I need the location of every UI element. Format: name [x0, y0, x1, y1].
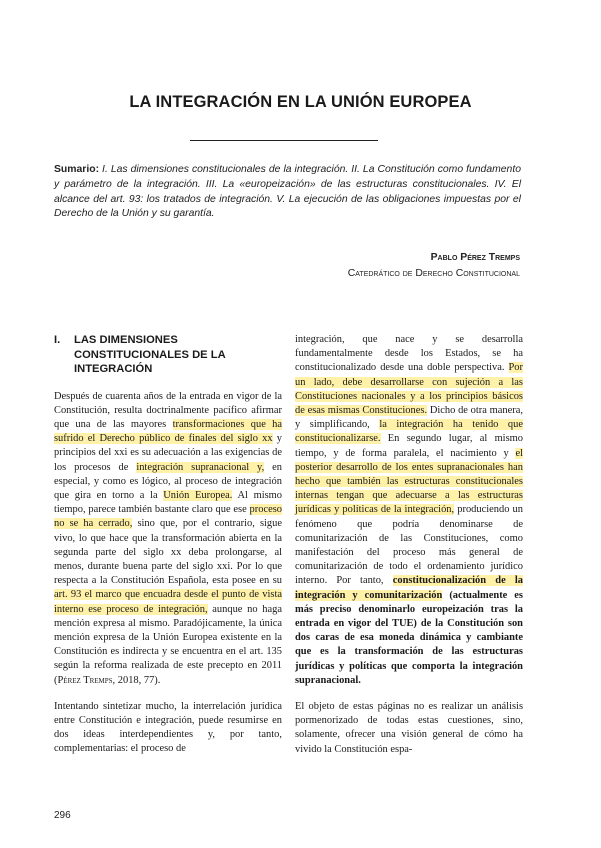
highlight: proceso no se ha cerrado, [54, 504, 282, 530]
text-run: sino que, por el contrario, sigue vivo, lo que hace que la transformación abierta en la segunda parte del siglo xx deba prolongarse, al menos, durante buena parte del siglo xxi. Por lo que respecta a la Constitución Española, esta posee en su [54, 518, 282, 587]
text-run: en especial, y como es lógico, al proceso de integración que gira en torno a la [54, 461, 282, 501]
right-column [295, 333, 523, 757]
text-run: , 2018, 77). [112, 674, 161, 686]
highlight: la integración ha tenido que constitucionalizarse. [295, 419, 523, 445]
author-name: Pablo Pérez Tremps [430, 252, 520, 263]
left-column [54, 333, 282, 757]
author-block [348, 250, 520, 282]
paragraph: El objeto de estas páginas no es realizar un análisis pormenorizado de todas estas cuestiones, sino, solamente, ofrecer una visión general de cómo ha vivido la Constitución espa- [295, 701, 523, 755]
text-run: Después de cuarenta años de la entrada en vigor de la Constitución, resulta doctrinalmente pacífico afirmar que una de las mayores [54, 390, 282, 430]
highlight: art. 93 el marco que encuadra desde el punto de vista interno ese proceso de integración, [54, 589, 282, 615]
summary-lead: Sumario: [54, 164, 100, 175]
text-run: aunque no haga mención expresa al mismo. Paradójicamente, la única mención expresa de la Unión Europea existente en la Constitución es indirecta y se encuentra en el art. 135 según la reforma realizada de este precepto en 2011 ( [54, 603, 282, 686]
text-run: Al mismo tiempo, parece también bastante claro que ese [54, 489, 282, 516]
bold-run: (actualmente es más preciso denominarlo europeización tras la entrada en vigor del TUE) de la Constitución son dos caras de esa moneda dinámica y cambiante que es la transformación de las estructuras jurídicas y políticas que comporta la integración supranacional. [295, 589, 523, 686]
title-divider [190, 140, 378, 141]
paragraph: Intentando sintetizar mucho, la interrelación jurídica entre Constitución e integración, puede resumirse en dos ideas interdependientes y, por tanto, complementarias: el proceso de [54, 700, 282, 755]
chapter-title: LA INTEGRACIÓN EN LA UNIÓN EUROPEA [129, 93, 472, 111]
text-run: En segundo lugar, al mismo tiempo, y de forma paralela, el nacimiento y [295, 433, 523, 459]
highlight: el posterior desarrollo de los entes supranacionales han hecho que también las estructuras constitucionales internas tengan que adecuarse a las estructuras jurídicas y políticas de la integración, [295, 447, 523, 516]
section-title: LAS DIMENSIONES CONSTITUCIONALES DE LA INTEGRACIÓN [74, 334, 226, 375]
text-run: produciendo un fenómeno que podría denominarse de comunitarización de las Constituciones, como manifestación del proceso más general de comunitarización de todo el ordenamiento jurídico interno. Por tanto, [295, 504, 523, 587]
summary [54, 163, 521, 222]
citation-author: Pérez Tremps [57, 674, 113, 686]
author-role: Catedrático de Derecho Constitucional [347, 268, 520, 279]
highlight: transformaciones que ha sufrido el Derecho público de finales del siglo xx [54, 418, 283, 445]
page-number: 296 [54, 810, 71, 821]
highlight: Por un lado, debe desarrollarse con sujeción a las Constituciones nacionales y a los principios básicos de esas mismas Constituciones. [295, 362, 523, 417]
section-number: I. [54, 334, 61, 346]
summary-text: I. Las dimensiones constitucionales de la integración. II. La Constitución como fundamento y parámetro de la integración. III. La «europeización» de las estructuras constitucionales. IV. El alcance del art. 93: los tratados de integración. V. La ejecución de las obligaciones impuestas por el Derecho de la Unión y su garantía. [54, 164, 521, 220]
paragraph [295, 333, 523, 688]
highlight: constitucionalización de la integración y comunitarización [295, 575, 524, 601]
text-run: Dicho de otra manera, y simplificando, [295, 405, 523, 431]
paragraph [54, 390, 282, 688]
text-run: integración, que nace y se desarrolla fundamentalmente desde los Estados, se ha constitucionalizado desde una doble perspectiva. [295, 334, 523, 374]
section-heading [54, 333, 282, 377]
highlight: integración supranacional y, [136, 461, 265, 473]
text-run: y principios del xxi es su adecuación a las exigencias de los procesos de [54, 433, 283, 473]
highlight: Unión Europea. [163, 489, 233, 501]
